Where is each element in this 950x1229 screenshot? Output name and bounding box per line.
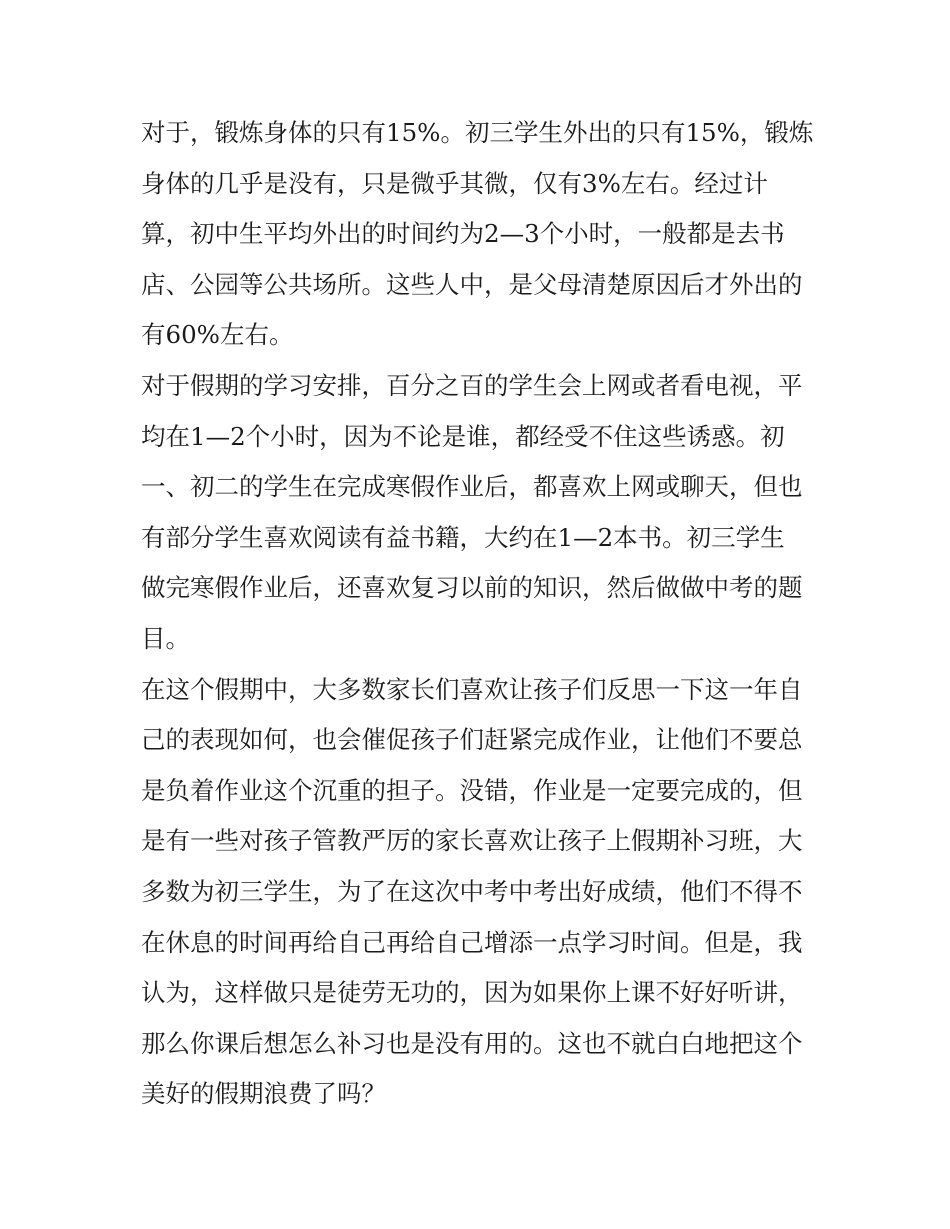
text-line: 一、初二的学生在完成寒假作业后，都喜欢上网或聊天，但也: [141, 472, 803, 502]
text-line: 在休息的时间再给自己再给自己增添一点学习时间。但是，我: [141, 927, 803, 957]
text-line: 目。: [141, 623, 190, 653]
text-line: 身体的几乎是没有，只是微乎其微，仅有3%左右。经过计: [141, 168, 768, 198]
text-line: 对于，锻炼身体的只有15%。初三学生外出的只有15%，锻炼: [141, 118, 814, 147]
text-line: 做完寒假作业后，还喜欢复习以前的知识，然后做做中考的题: [141, 573, 803, 603]
text-line: 认为，这样做只是徒劳无功的，因为如果你上课不好好听讲，: [141, 978, 803, 1008]
text-line: 是负着作业这个沉重的担子。没错，作业是一定要完成的，但: [141, 775, 803, 805]
body-text: [141, 108, 813, 1120]
text-line: 那么你课后想怎么补习也是没有用的。这也不就白白地把这个: [141, 1028, 803, 1058]
text-line: 在这个假期中，大多数家长们喜欢让孩子们反思一下这一年自: [141, 674, 803, 704]
paragraph: [141, 108, 813, 361]
text-line: 算，初中生平均外出的时间约为2—3个小时，一般都是去书: [141, 219, 785, 249]
text-line: 有60%左右。: [141, 320, 294, 350]
text-line: 均在1—2个小时，因为不论是谁，都经受不住这些诱惑。初: [141, 421, 785, 451]
text-line: 对于假期的学习安排，百分之百的学生会上网或者看电视，平: [141, 370, 803, 400]
text-line: 店、公园等公共场所。这些人中，是父母清楚原因后才外出的: [141, 269, 803, 299]
text-line: 美好的假期浪费了吗？: [141, 1079, 386, 1109]
text-line: 多数为初三学生，为了在这次中考中考出好成绩，他们不得不: [141, 876, 803, 906]
text-line: 有部分学生喜欢阅读有益书籍，大约在1—2本书。初三学生: [141, 522, 785, 552]
text-line: 是有一些对孩子管教严厉的家长喜欢让孩子上假期补习班，大: [141, 826, 803, 856]
paragraph: [141, 665, 813, 1120]
paragraph: [141, 361, 813, 665]
text-line: 己的表现如何，也会催促孩子们赶紧完成作业，让他们不要总: [141, 725, 803, 755]
